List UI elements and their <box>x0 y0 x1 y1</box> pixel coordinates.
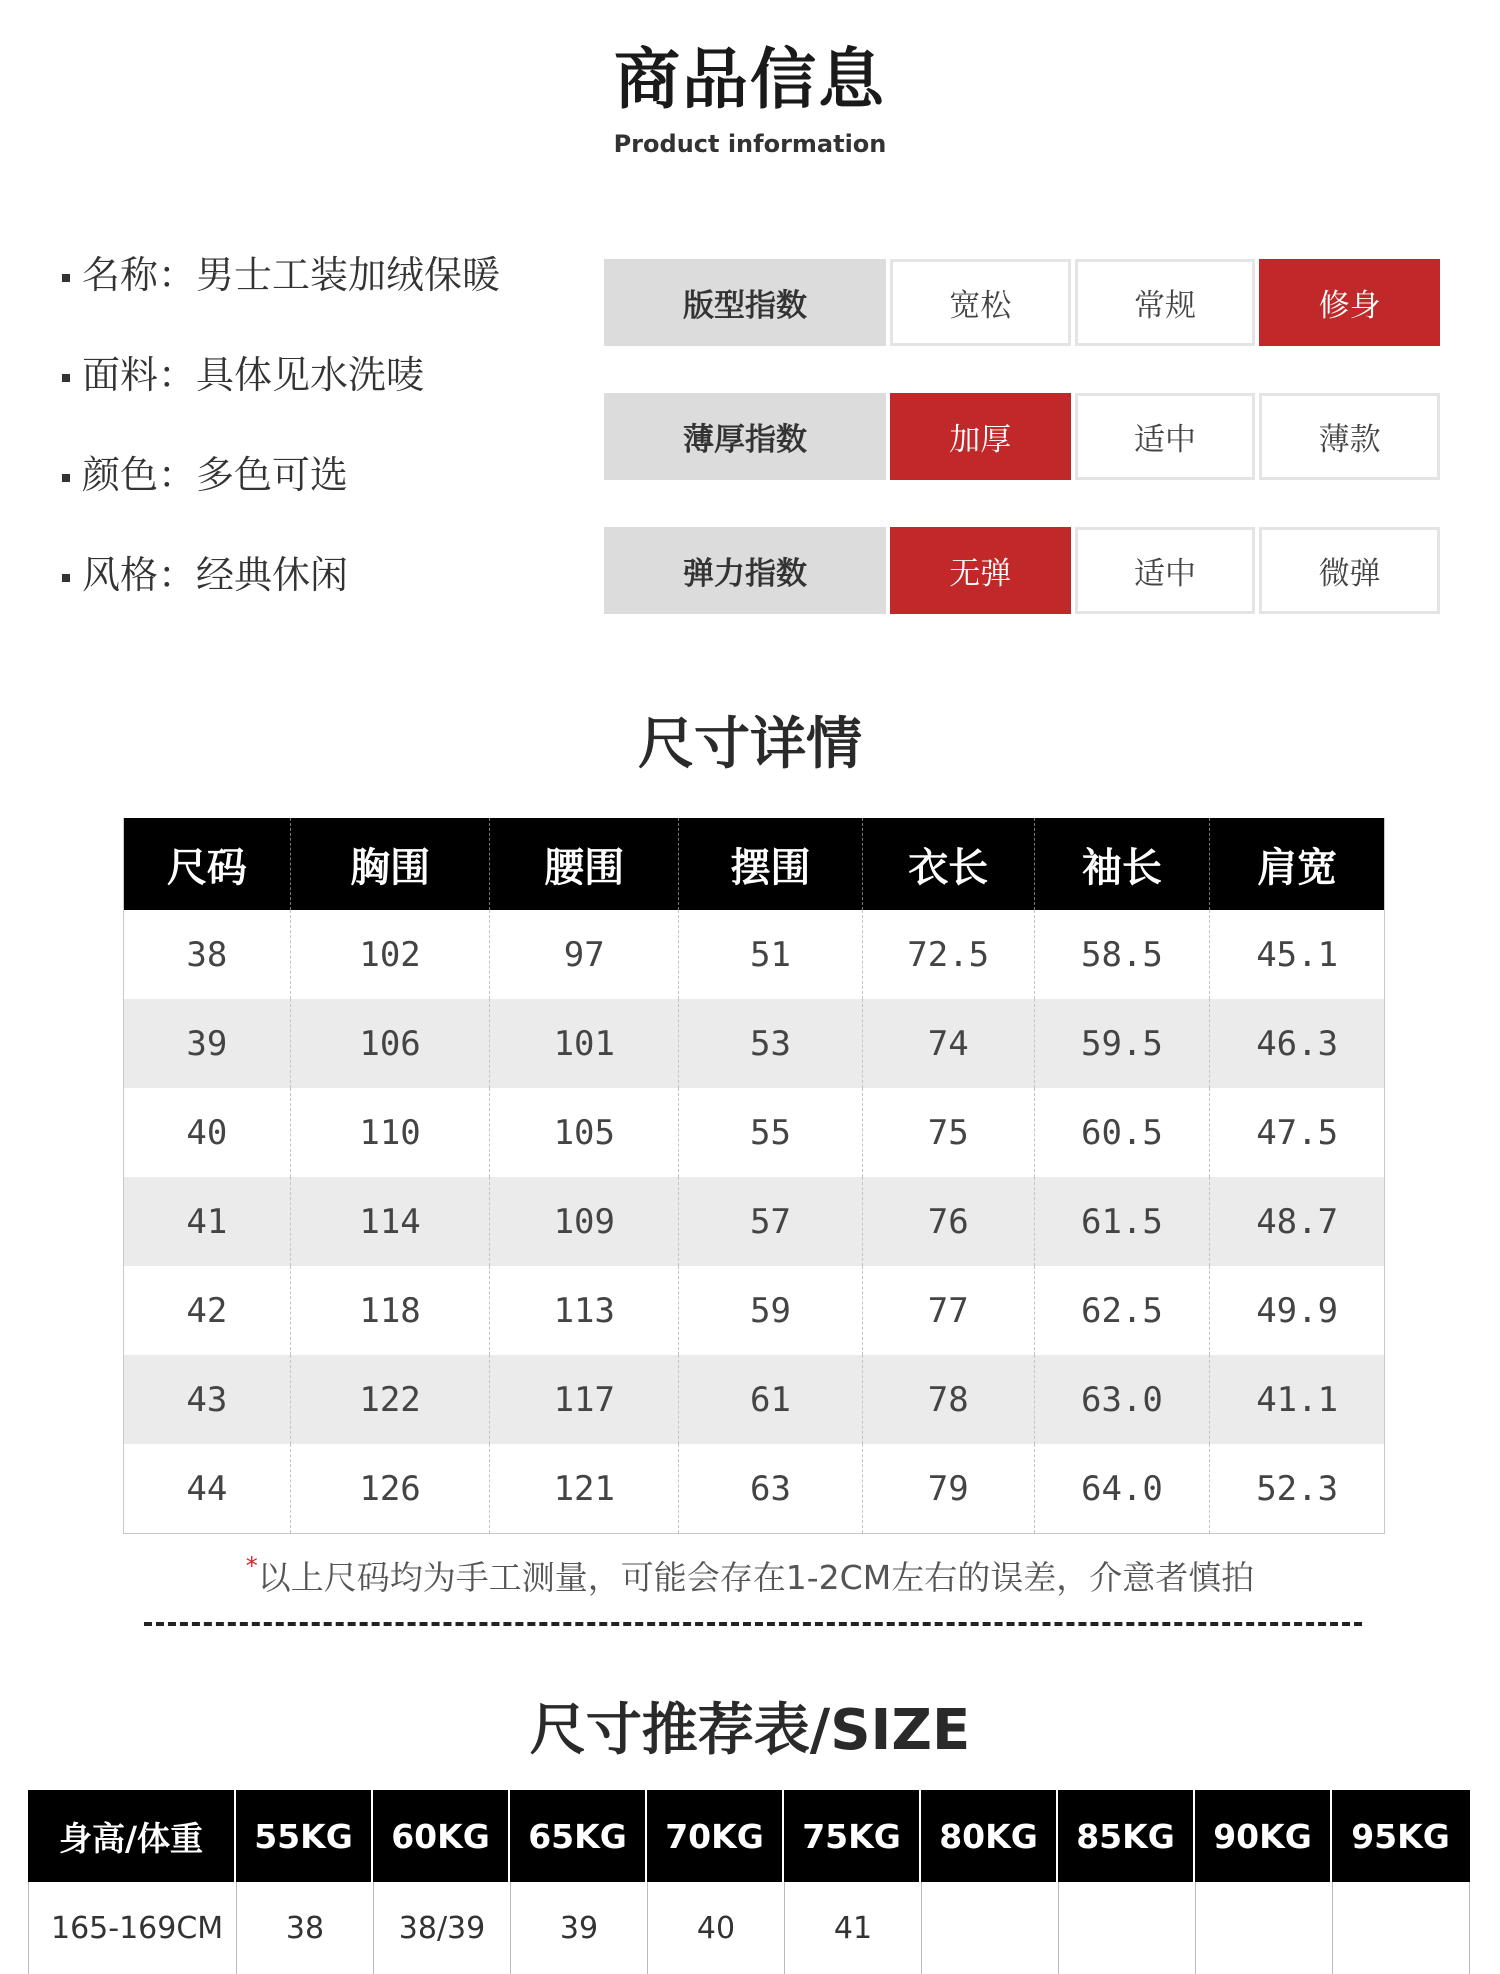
column-header: 95KG <box>1351 1816 1450 1856</box>
column-header: 75KG <box>784 1790 921 1882</box>
info-value: 经典休闲 <box>196 553 349 597</box>
index-option: 无弹 <box>890 527 1071 614</box>
recommend-table-header <box>28 1790 1470 1882</box>
page-title: 商品信息 <box>614 41 886 118</box>
table-cell: 53 <box>679 999 863 1088</box>
column-header: 胸围 <box>291 818 491 910</box>
table-row <box>124 999 1384 1088</box>
table-cell: 52.3 <box>1256 1468 1339 1509</box>
table-cell: 165-169CM <box>29 1882 237 1974</box>
table-cell: 61 <box>679 1355 863 1444</box>
size-table-header <box>124 818 1384 910</box>
table-cell: 126 <box>291 1444 491 1533</box>
column-header: 身高/体重 <box>28 1790 236 1882</box>
info-separator: ： <box>158 253 197 297</box>
table-cell: 39 <box>511 1882 648 1974</box>
table-cell: 121 <box>490 1444 679 1533</box>
dashed-divider <box>144 1622 1362 1626</box>
table-cell: 46.3 <box>1256 1023 1339 1064</box>
info-value: 男士工装加绒保暖 <box>196 253 501 297</box>
table-cell: 63 <box>679 1444 863 1533</box>
column-header: 腰围 <box>490 818 679 910</box>
table-row <box>124 1088 1384 1177</box>
column-header: 90KG <box>1195 1790 1332 1882</box>
table-cell <box>1059 1882 1196 1974</box>
table-cell: 41 <box>124 1177 291 1266</box>
table-cell: 49.9 <box>1256 1290 1339 1331</box>
table-cell: 105 <box>490 1088 679 1177</box>
table-cell: 77 <box>863 1266 1035 1355</box>
table-cell: 117 <box>490 1355 679 1444</box>
column-header: 60KG <box>373 1790 510 1882</box>
column-header: 尺码 <box>124 818 291 910</box>
table-row <box>28 1882 1470 1974</box>
info-item-name <box>62 248 582 348</box>
column-header: 55KG <box>236 1790 373 1882</box>
column-header: 摆围 <box>679 818 863 910</box>
index-indicators <box>604 259 1440 661</box>
table-cell: 57 <box>679 1177 863 1266</box>
table-cell: 38/39 <box>374 1882 511 1974</box>
table-cell: 74 <box>863 999 1035 1088</box>
table-cell: 43 <box>124 1355 291 1444</box>
index-row-elasticity <box>604 527 1440 614</box>
index-option: 微弹 <box>1259 527 1440 614</box>
info-label: 颜色 <box>82 453 159 497</box>
column-header: 袖长 <box>1035 818 1211 910</box>
table-cell: 48.7 <box>1256 1201 1339 1242</box>
info-value: 多色可选 <box>196 453 349 497</box>
size-table-body <box>124 910 1384 1533</box>
size-recommend-table <box>28 1790 1470 1974</box>
bullet-icon <box>62 374 70 382</box>
table-cell: 63.0 <box>1035 1355 1211 1444</box>
column-header: 65KG <box>510 1790 647 1882</box>
index-option: 薄款 <box>1259 393 1440 480</box>
recommend-section-title: 尺寸推荐表/SIZE <box>529 1698 971 1763</box>
size-section-title: 尺寸详情 <box>638 712 862 777</box>
table-cell: 40 <box>648 1882 785 1974</box>
table-row <box>124 1177 1384 1266</box>
table-cell: 60.5 <box>1035 1088 1211 1177</box>
page-subtitle: Product information <box>613 130 887 158</box>
table-cell: 122 <box>291 1355 491 1444</box>
info-label: 面料 <box>82 353 159 397</box>
info-item-color <box>62 448 582 548</box>
index-option: 适中 <box>1075 393 1256 480</box>
table-cell: 78 <box>863 1355 1035 1444</box>
table-cell: 79 <box>863 1444 1035 1533</box>
table-cell: 75 <box>863 1088 1035 1177</box>
column-header: 70KG <box>647 1790 784 1882</box>
index-row-fit <box>604 259 1440 346</box>
index-label: 弹力指数 <box>604 527 886 614</box>
table-cell: 58.5 <box>1035 910 1211 999</box>
table-cell: 45.1 <box>1256 934 1339 975</box>
table-cell: 47.5 <box>1256 1112 1339 1153</box>
table-cell: 110 <box>291 1088 491 1177</box>
table-cell: 61.5 <box>1035 1177 1211 1266</box>
index-option: 修身 <box>1259 259 1440 346</box>
info-item-fabric <box>62 348 582 448</box>
column-header: 衣长 <box>863 818 1035 910</box>
index-label: 薄厚指数 <box>604 393 886 480</box>
table-cell: 76 <box>863 1177 1035 1266</box>
table-cell: 109 <box>490 1177 679 1266</box>
info-item-style <box>62 548 582 648</box>
table-row <box>124 1444 1384 1533</box>
table-cell: 106 <box>291 999 491 1088</box>
info-separator: ： <box>158 453 197 497</box>
table-cell: 38 <box>124 910 291 999</box>
table-cell: 40 <box>124 1088 291 1177</box>
note-asterisk: * <box>245 1552 258 1580</box>
table-cell: 118 <box>291 1266 491 1355</box>
table-cell: 41.1 <box>1256 1379 1339 1420</box>
info-separator: ： <box>158 553 197 597</box>
table-cell: 59 <box>679 1266 863 1355</box>
recommend-table-body <box>28 1882 1470 1974</box>
table-cell <box>1196 1882 1333 1974</box>
product-info-list <box>62 248 582 648</box>
measurement-note <box>0 1552 1500 1599</box>
column-header: 85KG <box>1058 1790 1195 1882</box>
column-header: 80KG <box>921 1790 1058 1882</box>
info-value: 具体见水洗唛 <box>196 353 425 397</box>
bullet-icon <box>62 274 70 282</box>
bullet-icon <box>62 574 70 582</box>
table-cell <box>922 1882 1059 1974</box>
table-cell: 59.5 <box>1035 999 1211 1088</box>
table-cell: 113 <box>490 1266 679 1355</box>
table-cell: 39 <box>124 999 291 1088</box>
table-cell: 64.0 <box>1035 1444 1211 1533</box>
table-cell: 55 <box>679 1088 863 1177</box>
table-cell: 114 <box>291 1177 491 1266</box>
index-option: 常规 <box>1075 259 1256 346</box>
table-cell: 44 <box>124 1444 291 1533</box>
table-cell: 42 <box>124 1266 291 1355</box>
table-row <box>124 1355 1384 1444</box>
table-row <box>124 910 1384 999</box>
index-option: 加厚 <box>890 393 1071 480</box>
note-text: 以上尺码均为手工测量，可能会存在1-2CM左右的误差，介意者慎拍 <box>257 1558 1255 1597</box>
table-cell: 101 <box>490 999 679 1088</box>
table-cell: 38 <box>237 1882 374 1974</box>
table-cell: 62.5 <box>1035 1266 1211 1355</box>
info-label: 风格 <box>82 553 159 597</box>
index-option: 宽松 <box>890 259 1071 346</box>
table-cell: 51 <box>679 910 863 999</box>
table-cell: 102 <box>291 910 491 999</box>
index-label: 版型指数 <box>604 259 886 346</box>
index-row-thickness <box>604 393 1440 480</box>
info-label: 名称 <box>82 253 159 297</box>
column-header: 肩宽 <box>1257 844 1338 891</box>
table-cell: 72.5 <box>863 910 1035 999</box>
table-cell <box>1333 1882 1470 1974</box>
table-cell: 97 <box>490 910 679 999</box>
table-row <box>124 1266 1384 1355</box>
size-table <box>123 818 1385 1534</box>
table-cell: 41 <box>785 1882 922 1974</box>
info-separator: ： <box>158 353 197 397</box>
index-option: 适中 <box>1075 527 1256 614</box>
bullet-icon <box>62 474 70 482</box>
